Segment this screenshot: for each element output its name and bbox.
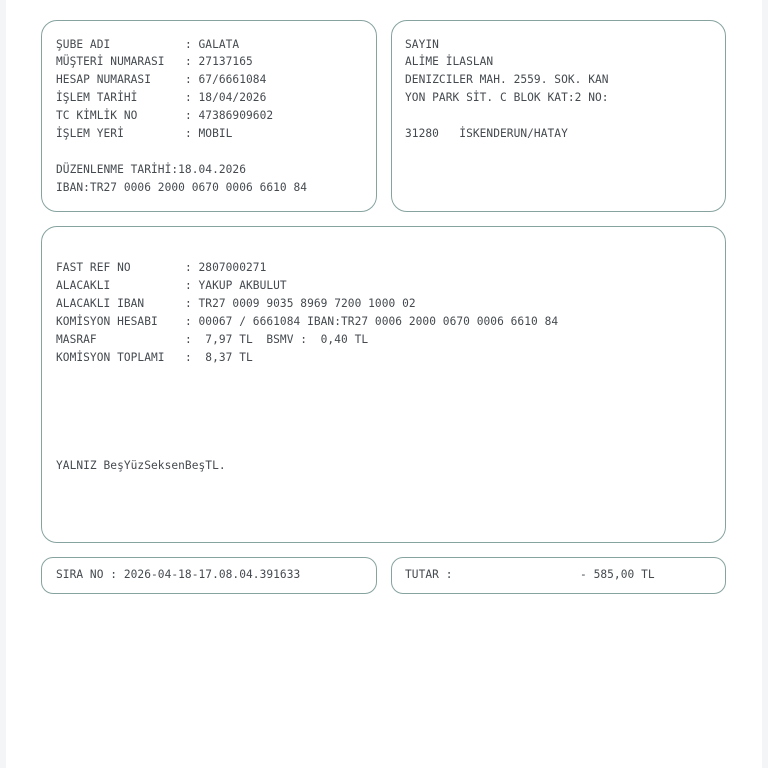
address-line-2: YON PARK SİT. C BLOK KAT:2 NO: [405,91,609,104]
branch-row-value: : 47386909602 [184,109,274,122]
branch-row-label: ŞUBE ADI [56,38,185,51]
address-line-1: DENIZCILER MAH. 2559. SOK. KAN [405,73,609,86]
transaction-date-row [56,89,266,107]
branch-row-label: İŞLEM TARİHİ [56,91,185,104]
transaction-row-value: : 7,97 TL BSMV : 0,40 TL [184,333,369,346]
page-edge-right [762,0,768,768]
transaction-row-value: : 00067 / 6661084 IBAN:TR27 0006 2000 0670 0006 6610 84 [184,315,559,328]
recipient-name: ALİME İLASLAN [405,55,494,68]
transaction-row-label: KOMİSYON HESABI [56,315,185,328]
creditor-row [56,277,287,295]
branch-row-label: TC KİMLİK NO [56,109,185,122]
transaction-place-row [56,125,232,143]
total-amount: - 585,00 TL [580,568,655,581]
commission-total-row [56,349,253,367]
commission-account-row [56,313,558,331]
transaction-row-label: FAST REF NO [56,261,185,274]
transaction-row-value: : YAKUP AKBULUT [184,279,287,292]
customer-number-row [56,53,253,71]
salutation: SAYIN [405,38,439,51]
transaction-row-value: : 8,37 TL [184,351,253,364]
page-edge-left [0,0,6,768]
total-label: TUTAR : [405,568,453,581]
iban: IBAN:TR27 0006 2000 0670 0006 6610 84 [56,181,308,194]
transaction-row-label: ALACAKLI IBAN [56,297,185,310]
branch-row-value: : 67/6661084 [184,73,267,86]
amount-in-words: YALNIZ BeşYüzSeksenBeşTL. [56,459,226,472]
account-number-row [56,71,266,89]
sequence-number: SIRA NO : 2026-04-18-17.08.04.391633 [56,568,301,581]
branch-row-label: HESAP NUMARASI [56,73,185,86]
branch-row-label: MÜŞTERİ NUMARASI [56,55,185,68]
branch-row-value: : 27137165 [184,55,253,68]
expense-row [56,331,368,349]
issue-date: DÜZENLENME TARİHİ:18.04.2026 [56,163,246,176]
creditor-iban-row [56,295,416,313]
branch-row-value: : 18/04/2026 [184,91,267,104]
branch-row-value: : MOBIL [184,127,233,140]
branch-row-value: : GALATA [184,38,240,51]
transaction-row-value: : 2807000271 [184,261,267,274]
branch-row-label: İŞLEM YERİ [56,127,185,140]
branch-row [56,36,239,54]
recipient-box [391,20,726,212]
postal-city: 31280 İSKENDERUN/HATAY [405,127,568,140]
tc-id-row [56,107,273,125]
transaction-row-value: : TR27 0009 9035 8969 7200 1000 02 [184,297,416,310]
transaction-row-label: ALACAKLI [56,279,185,292]
fast-ref-row [56,259,266,277]
transaction-row-label: MASRAF [56,333,185,346]
transaction-row-label: KOMİSYON TOPLAMI [56,351,185,364]
